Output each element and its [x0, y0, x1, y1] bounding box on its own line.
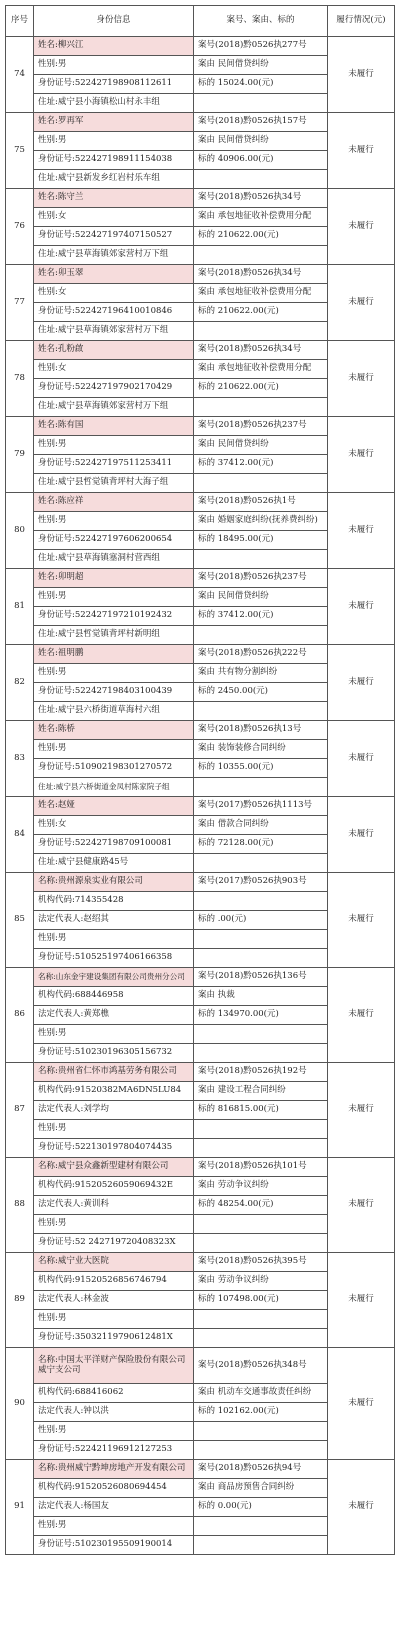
- header-status: 履行情况(元): [328, 6, 395, 37]
- table-row: [6, 113, 395, 132]
- case-number: 案号(2018)黔0526执277号: [194, 37, 328, 56]
- case-number: 案号(2018)黔0526执348号: [194, 1348, 328, 1384]
- fulfillment-status: 未履行: [328, 569, 395, 645]
- identity-field: 性别:男: [34, 1120, 194, 1139]
- case-field: [194, 1044, 328, 1063]
- identity-field: 性别:女: [34, 360, 194, 379]
- case-field: [194, 474, 328, 493]
- party-name: 姓名:卯明超: [34, 569, 194, 588]
- case-field: 标的 18495.00(元): [194, 531, 328, 550]
- party-name: 姓名:陈有国: [34, 417, 194, 436]
- case-number: 案号(2018)黔0526执101号: [194, 1158, 328, 1177]
- identity-field: 住址:威宁县草海镇郊家营村万下组: [34, 246, 194, 265]
- identity-field: 住址:威宁县草海镇郊家营村万下组: [34, 322, 194, 341]
- dishonest-debtor-table: [5, 5, 395, 1555]
- case-number: 案号(2018)黔0526执157号: [194, 113, 328, 132]
- record-index: 90: [6, 1348, 34, 1460]
- execution-list-page: [5, 5, 394, 1555]
- party-name: 名称:贵州源泉实业有限公司: [34, 873, 194, 892]
- case-field: 案由 劳动争议纠纷: [194, 1272, 328, 1291]
- identity-field: 住址:威宁县健康路45号: [34, 854, 194, 873]
- identity-field: 机构代码:91520526080694454: [34, 1479, 194, 1498]
- case-field: 案由 民间借贷纠纷: [194, 132, 328, 151]
- case-field: 案由 商品房预售合同纠纷: [194, 1479, 328, 1498]
- case-field: [194, 626, 328, 645]
- case-number: 案号(2018)黔0526执34号: [194, 341, 328, 360]
- case-field: [194, 1120, 328, 1139]
- case-field: 案由 承包地征收补偿费用分配: [194, 208, 328, 227]
- table-row: [6, 873, 395, 892]
- case-field: 标的 37412.00(元): [194, 607, 328, 626]
- case-field: 标的 0.00(元): [194, 1498, 328, 1517]
- case-field: 案由 借款合同纠纷: [194, 816, 328, 835]
- table-header-row: [6, 6, 395, 37]
- record-index: 87: [6, 1063, 34, 1158]
- record-index: 79: [6, 417, 34, 493]
- party-name: 姓名:陈应祥: [34, 493, 194, 512]
- case-field: [194, 930, 328, 949]
- record-index: 78: [6, 341, 34, 417]
- identity-field: 性别:男: [34, 56, 194, 75]
- identity-field: 性别:男: [34, 132, 194, 151]
- record-index: 81: [6, 569, 34, 645]
- party-name: 姓名:赵娅: [34, 797, 194, 816]
- case-field: [194, 1139, 328, 1158]
- case-number: 案号(2018)黔0526执222号: [194, 645, 328, 664]
- case-field: 标的 210622.00(元): [194, 379, 328, 398]
- case-field: 标的 37412.00(元): [194, 455, 328, 474]
- identity-field: 机构代码:91520526856746794: [34, 1272, 194, 1291]
- table-row: [6, 721, 395, 740]
- record-index: 77: [6, 265, 34, 341]
- case-field: 案由 民间借贷纠纷: [194, 56, 328, 75]
- party-name: 姓名:罗再军: [34, 113, 194, 132]
- case-number: 案号(2018)黔0526执34号: [194, 265, 328, 284]
- identity-field: 机构代码:91520526059069432E: [34, 1177, 194, 1196]
- identity-field: 性别:女: [34, 284, 194, 303]
- case-field: 案由 建设工程合同纠纷: [194, 1082, 328, 1101]
- case-number: 案号(2017)黔0526执903号: [194, 873, 328, 892]
- party-name: 名称:中国太平洋财产保险股份有限公司威宁支公司: [34, 1348, 194, 1384]
- fulfillment-status: 未履行: [328, 189, 395, 265]
- fulfillment-status: 未履行: [328, 417, 395, 493]
- identity-field: 性别:男: [34, 1025, 194, 1044]
- identity-field: 性别:男: [34, 740, 194, 759]
- case-field: 标的 134970.00(元): [194, 1006, 328, 1025]
- party-name: 姓名:陈桥: [34, 721, 194, 740]
- fulfillment-status: 未履行: [328, 1253, 395, 1348]
- case-field: 案由 劳动争议纠纷: [194, 1177, 328, 1196]
- identity-field: 性别:女: [34, 208, 194, 227]
- record-index: 86: [6, 968, 34, 1063]
- identity-field: 机构代码:688446958: [34, 987, 194, 1006]
- party-name: 姓名:柳兴江: [34, 37, 194, 56]
- identity-field: 机构代码:688416062: [34, 1384, 194, 1403]
- case-field: 案由 婚姻家庭纠纷(抚养费纠纷): [194, 512, 328, 531]
- case-number: 案号(2017)黔0526执1113号: [194, 797, 328, 816]
- table-row: [6, 1253, 395, 1272]
- identity-field: 性别:男: [34, 930, 194, 949]
- case-field: [194, 1422, 328, 1441]
- case-field: [194, 1025, 328, 1044]
- fulfillment-status: 未履行: [328, 968, 395, 1063]
- case-field: 案由 共有物分割纠纷: [194, 664, 328, 683]
- record-index: 76: [6, 189, 34, 265]
- table-row: [6, 1460, 395, 1479]
- identity-field: 住址:威宁县哲觉镇背坪村新明组: [34, 626, 194, 645]
- party-name: 名称:贵州威宁黔坤房地产开发有限公司: [34, 1460, 194, 1479]
- identity-field: 身份证号:510902198301270572: [34, 759, 194, 778]
- identity-field: 身份证号:522427198709100081: [34, 835, 194, 854]
- case-field: 标的 107498.00(元): [194, 1291, 328, 1310]
- case-field: 标的 816815.00(元): [194, 1101, 328, 1120]
- case-field: [194, 1234, 328, 1253]
- table-row: [6, 37, 395, 56]
- identity-field: 性别:男: [34, 1215, 194, 1234]
- case-field: 标的 40906.00(元): [194, 151, 328, 170]
- party-name: 姓名:祖明鹏: [34, 645, 194, 664]
- identity-field: 住址:威宁县小海镇松山村永丰组: [34, 94, 194, 113]
- header-index: 序号: [6, 6, 34, 37]
- identity-field: 身份证号:522427198908112611: [34, 75, 194, 94]
- case-number: 案号(2018)黔0526执237号: [194, 417, 328, 436]
- fulfillment-status: 未履行: [328, 873, 395, 968]
- case-field: [194, 322, 328, 341]
- case-field: [194, 702, 328, 721]
- case-number: 案号(2018)黔0526执237号: [194, 569, 328, 588]
- fulfillment-status: 未履行: [328, 341, 395, 417]
- case-field: 案由 装饰装修合同纠纷: [194, 740, 328, 759]
- case-field: [194, 1215, 328, 1234]
- identity-field: 法定代表人:赵绍其: [34, 911, 194, 930]
- case-field: [194, 778, 328, 797]
- record-index: 74: [6, 37, 34, 113]
- identity-field: 身份证号:522427198911154038: [34, 151, 194, 170]
- case-field: 案由 承包地征收补偿费用分配: [194, 360, 328, 379]
- case-field: 标的 210622.00(元): [194, 227, 328, 246]
- fulfillment-status: 未履行: [328, 493, 395, 569]
- case-field: 标的 72128.00(元): [194, 835, 328, 854]
- case-field: 标的 102162.00(元): [194, 1403, 328, 1422]
- identity-field: 身份证号:522427197407150527: [34, 227, 194, 246]
- case-field: 标的 10355.00(元): [194, 759, 328, 778]
- identity-field: 法定代表人:黄训科: [34, 1196, 194, 1215]
- record-index: 84: [6, 797, 34, 873]
- case-field: 案由 民间借贷纠纷: [194, 436, 328, 455]
- table-row: [6, 1158, 395, 1177]
- identity-field: 性别:女: [34, 816, 194, 835]
- table-row: [6, 189, 395, 208]
- table-body: [6, 6, 395, 1555]
- record-index: 82: [6, 645, 34, 721]
- fulfillment-status: 未履行: [328, 645, 395, 721]
- identity-field: 法定代表人:林金波: [34, 1291, 194, 1310]
- identity-field: 住址:威宁县六桥街道草海村六组: [34, 702, 194, 721]
- party-name: 名称:贵州省仁怀市鸿基劳务有限公司: [34, 1063, 194, 1082]
- case-field: 标的 .00(元): [194, 911, 328, 930]
- table-row: [6, 265, 395, 284]
- identity-field: 住址:威宁县草海镇郊家营村万下组: [34, 398, 194, 417]
- party-name: 姓名:卯玉翠: [34, 265, 194, 284]
- case-field: 案由 民间借贷纠纷: [194, 588, 328, 607]
- identity-field: 身份证号:522421196912127253: [34, 1441, 194, 1460]
- case-field: [194, 854, 328, 873]
- identity-field: 机构代码:91520382MA6DN5LU84: [34, 1082, 194, 1101]
- identity-field: 身份证号:510525197406166358: [34, 949, 194, 968]
- case-field: 标的 2450.00(元): [194, 683, 328, 702]
- fulfillment-status: 未履行: [328, 721, 395, 797]
- case-field: [194, 170, 328, 189]
- identity-field: 身份证号:510230196305156732: [34, 1044, 194, 1063]
- identity-field: 性别:男: [34, 1310, 194, 1329]
- fulfillment-status: 未履行: [328, 113, 395, 189]
- header-case: 案号、案由、标的: [194, 6, 328, 37]
- identity-field: 性别:男: [34, 436, 194, 455]
- case-field: 标的 15024.00(元): [194, 75, 328, 94]
- table-row: [6, 493, 395, 512]
- table-row: [6, 797, 395, 816]
- identity-field: 法定代表人:杨国友: [34, 1498, 194, 1517]
- case-number: 案号(2018)黔0526执1号: [194, 493, 328, 512]
- party-name: 姓名:孔粉啟: [34, 341, 194, 360]
- record-index: 75: [6, 113, 34, 189]
- identity-field: 身份证号:522427197210192432: [34, 607, 194, 626]
- identity-field: 住址:威宁县新发乡红岩村乐车组: [34, 170, 194, 189]
- table-row: [6, 341, 395, 360]
- identity-field: 身份证号:522427197606200654: [34, 531, 194, 550]
- party-name: 姓名:陈守兰: [34, 189, 194, 208]
- fulfillment-status: 未履行: [328, 1460, 395, 1555]
- record-index: 89: [6, 1253, 34, 1348]
- case-field: [194, 550, 328, 569]
- identity-field: 性别:男: [34, 512, 194, 531]
- case-number: 案号(2018)黔0526执136号: [194, 968, 328, 987]
- case-field: [194, 246, 328, 265]
- table-row: [6, 1348, 395, 1384]
- case-field: [194, 1441, 328, 1460]
- case-number: 案号(2018)黔0526执192号: [194, 1063, 328, 1082]
- case-number: 案号(2018)黔0526执94号: [194, 1460, 328, 1479]
- case-field: [194, 1310, 328, 1329]
- identity-field: 机构代码:714355428: [34, 892, 194, 911]
- fulfillment-status: 未履行: [328, 37, 395, 113]
- identity-field: 住址:威宁县六桥街道金凤村陈家院子组: [34, 778, 194, 797]
- identity-field: 身份证号:510230195509190014: [34, 1536, 194, 1555]
- record-index: 88: [6, 1158, 34, 1253]
- case-field: [194, 892, 328, 911]
- fulfillment-status: 未履行: [328, 1063, 395, 1158]
- case-field: 标的 48254.00(元): [194, 1196, 328, 1215]
- party-name: 名称:威宁业大医院: [34, 1253, 194, 1272]
- case-field: 案由 执裁: [194, 987, 328, 1006]
- case-field: [194, 94, 328, 113]
- table-row: [6, 569, 395, 588]
- record-index: 85: [6, 873, 34, 968]
- party-name: 名称:山东金宇建设集团有限公司贵州分公司: [34, 968, 194, 987]
- identity-field: 住址:威宁县哲觉镇背坪村大海子组: [34, 474, 194, 493]
- table-row: [6, 1063, 395, 1082]
- table-row: [6, 417, 395, 436]
- case-number: 案号(2018)黔0526执13号: [194, 721, 328, 740]
- identity-field: 性别:男: [34, 1422, 194, 1441]
- record-index: 80: [6, 493, 34, 569]
- identity-field: 住址:威宁县草海镇塞洞村营西组: [34, 550, 194, 569]
- case-field: [194, 949, 328, 968]
- party-name: 名称:威宁县众鑫新型建材有限公司: [34, 1158, 194, 1177]
- case-field: 标的 210622.00(元): [194, 303, 328, 322]
- case-number: 案号(2018)黔0526执395号: [194, 1253, 328, 1272]
- identity-field: 性别:男: [34, 1517, 194, 1536]
- fulfillment-status: 未履行: [328, 265, 395, 341]
- case-field: [194, 1517, 328, 1536]
- case-field: 案由 机动车交通事故责任纠纷: [194, 1384, 328, 1403]
- header-identity: 身份信息: [34, 6, 194, 37]
- identity-field: 身份证号:522427197902170429: [34, 379, 194, 398]
- identity-field: 身份证号:522130197804074435: [34, 1139, 194, 1158]
- case-field: [194, 1329, 328, 1348]
- identity-field: 性别:男: [34, 664, 194, 683]
- case-field: [194, 1536, 328, 1555]
- identity-field: 性别:男: [34, 588, 194, 607]
- case-field: [194, 398, 328, 417]
- case-number: 案号(2018)黔0526执34号: [194, 189, 328, 208]
- identity-field: 身份证号:522427196410010846: [34, 303, 194, 322]
- identity-field: 身份证号:522427197511253411: [34, 455, 194, 474]
- record-index: 91: [6, 1460, 34, 1555]
- record-index: 83: [6, 721, 34, 797]
- fulfillment-status: 未履行: [328, 1158, 395, 1253]
- identity-field: 法定代表人:黄郑樵: [34, 1006, 194, 1025]
- identity-field: 身份证号:522427198403100439: [34, 683, 194, 702]
- identity-field: 法定代表人:钟以洪: [34, 1403, 194, 1422]
- case-field: 案由 承包地征收补偿费用分配: [194, 284, 328, 303]
- table-row: [6, 645, 395, 664]
- fulfillment-status: 未履行: [328, 1348, 395, 1460]
- identity-field: 法定代表人:刘学均: [34, 1101, 194, 1120]
- identity-field: 身份证号:35032119790612481X: [34, 1329, 194, 1348]
- table-row: [6, 968, 395, 987]
- identity-field: 身份证号:52 242719720408323X: [34, 1234, 194, 1253]
- fulfillment-status: 未履行: [328, 797, 395, 873]
